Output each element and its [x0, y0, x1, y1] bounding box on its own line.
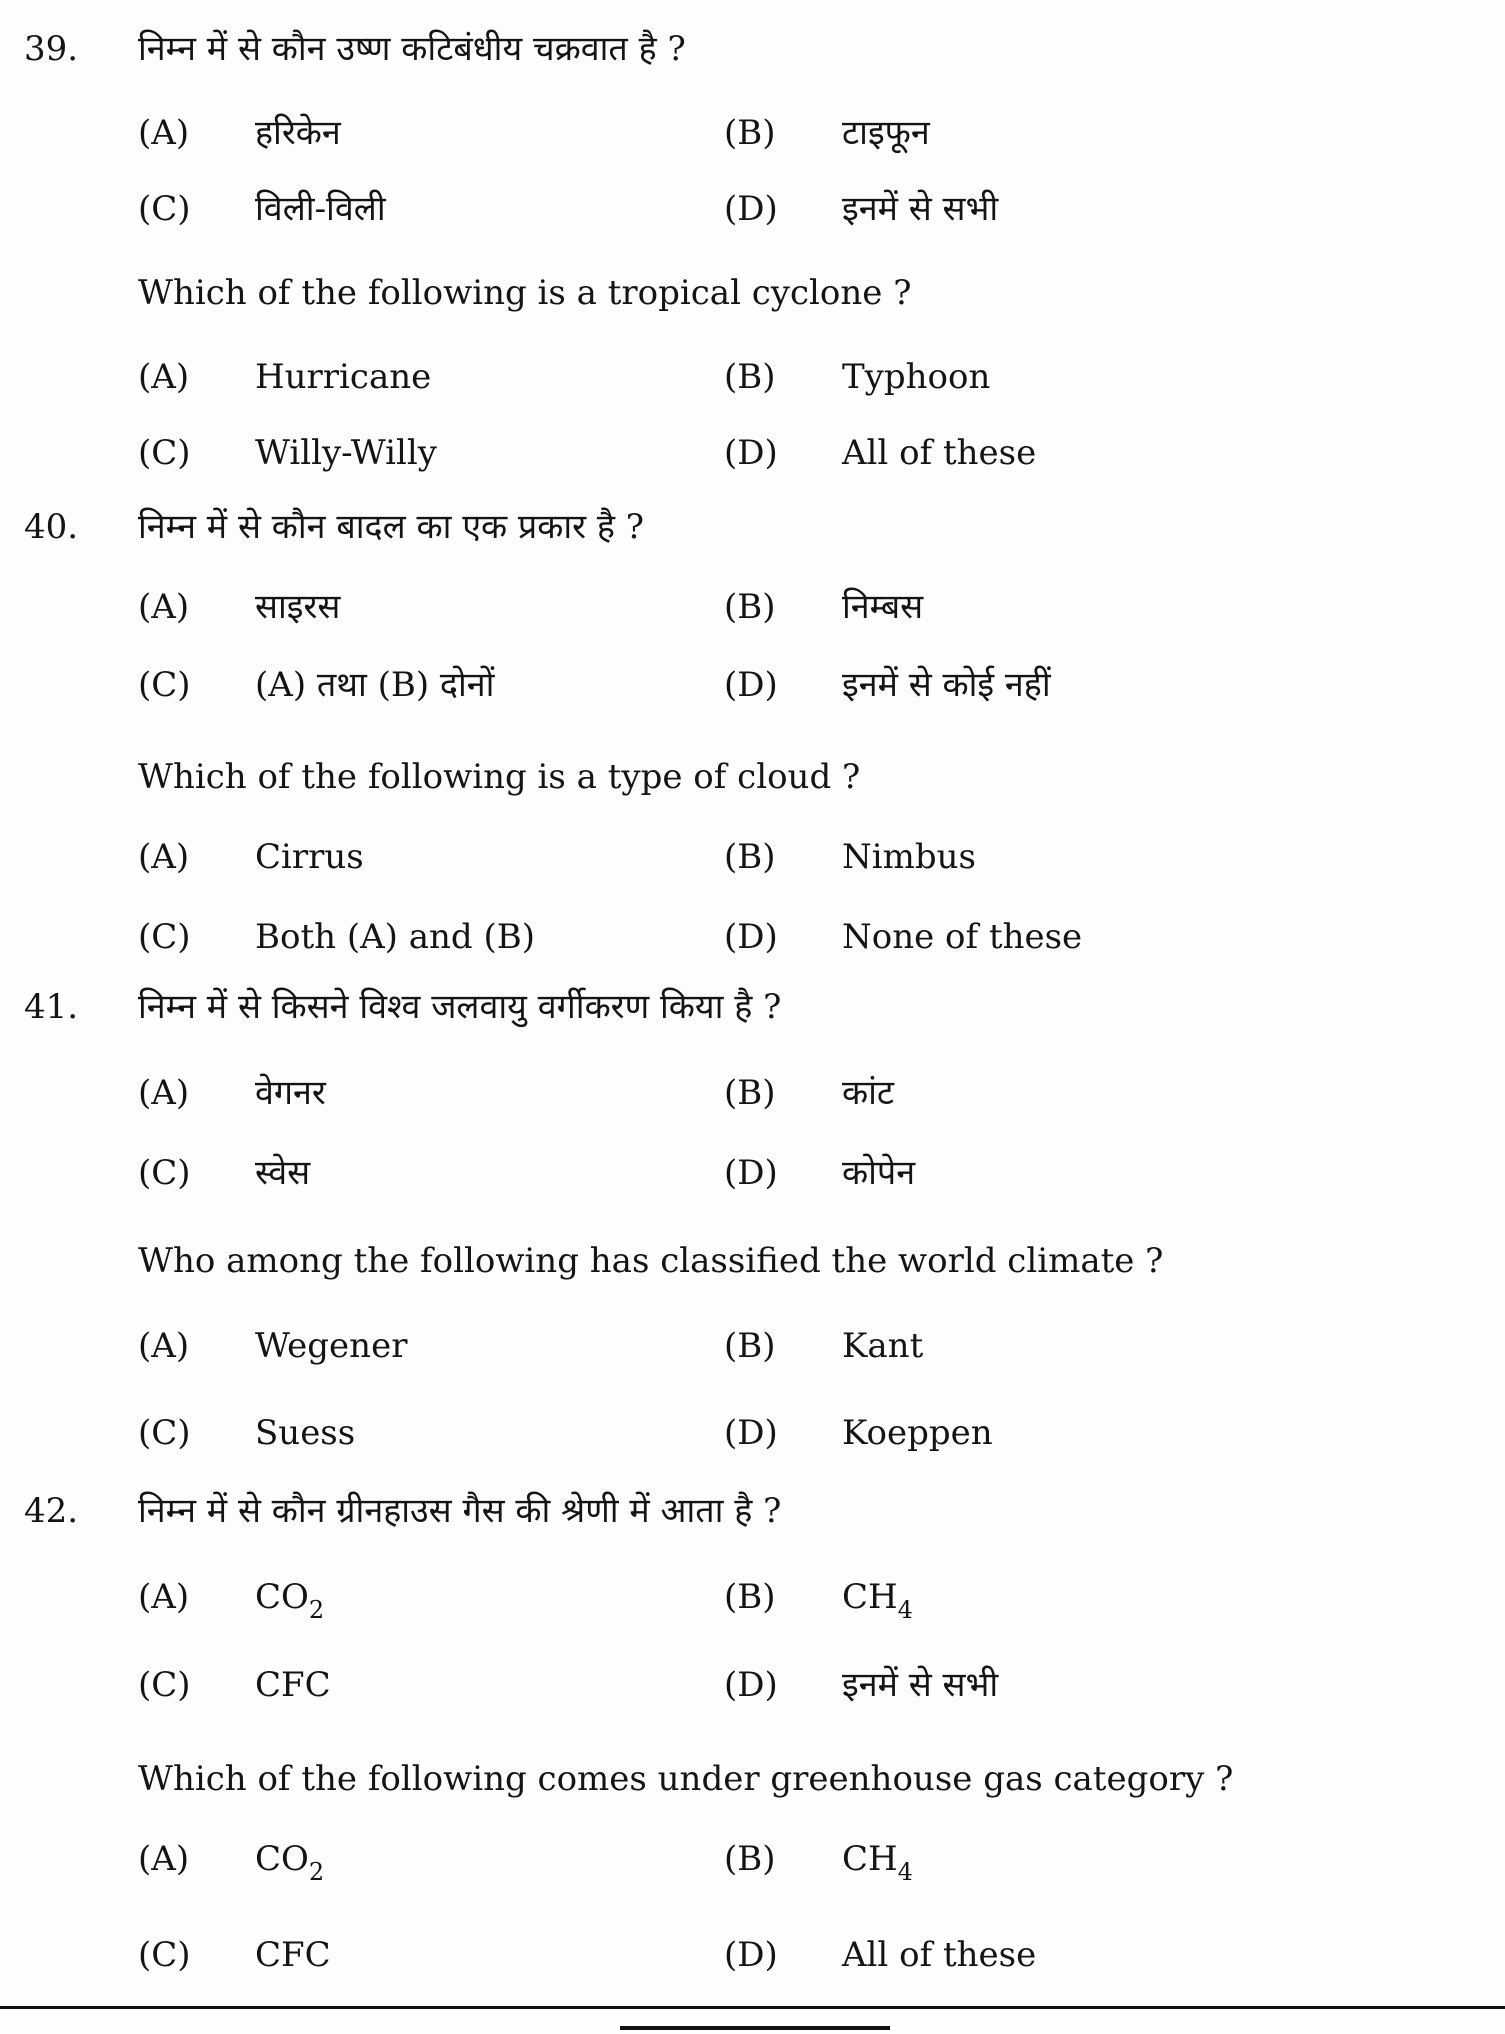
- footer-divider: [0, 2006, 1505, 2009]
- option-text: All of these: [842, 433, 1037, 473]
- option-text: इनमें से कोई नहीं: [842, 665, 1051, 705]
- option-label-d: (D): [724, 189, 778, 229]
- question-text-english: Which of the following is a tropical cyclone ?: [138, 273, 912, 313]
- option-label-d: (D): [724, 433, 778, 473]
- formula-base: CH: [842, 1839, 898, 1879]
- option-text: CFC: [255, 1665, 331, 1705]
- question-number: 41.: [24, 987, 79, 1027]
- formula-subscript: 4: [897, 1596, 913, 1624]
- option-text: [255, 1838, 325, 1886]
- option-text: None of these: [842, 917, 1083, 957]
- formula-base: CH: [842, 1577, 898, 1617]
- option-label-c: (C): [138, 1153, 191, 1193]
- option-text: Suess: [255, 1413, 356, 1453]
- question-number: 39.: [24, 29, 79, 69]
- option-label-d: (D): [724, 1665, 778, 1705]
- question-number: 42.: [24, 1491, 79, 1531]
- question-text-hindi: निम्न में से किसने विश्व जलवायु वर्गीकरण किया है ?: [138, 987, 782, 1027]
- option-label-c: (C): [138, 433, 191, 473]
- option-text: Typhoon: [842, 357, 991, 397]
- option-text: Wegener: [255, 1326, 408, 1366]
- option-label-c: (C): [138, 1935, 191, 1975]
- option-label-b: (B): [724, 1326, 776, 1366]
- option-text: Hurricane: [255, 357, 432, 397]
- option-label-a: (A): [138, 1577, 190, 1617]
- option-text: Nimbus: [842, 837, 976, 877]
- option-text: Kant: [842, 1326, 924, 1366]
- option-label-d: (D): [724, 1935, 778, 1975]
- option-text: विली-विली: [255, 189, 386, 229]
- option-label-d: (D): [724, 1413, 778, 1453]
- option-label-d: (D): [724, 1153, 778, 1193]
- question-text-english: Which of the following comes under greenhouse gas category ?: [138, 1759, 1234, 1799]
- option-text: [842, 1838, 913, 1886]
- option-text: वेगनर: [255, 1073, 326, 1113]
- option-label-b: (B): [724, 113, 776, 153]
- option-label-b: (B): [724, 587, 776, 627]
- option-label-d: (D): [724, 665, 778, 705]
- option-text: हरिकेन: [255, 113, 341, 153]
- option-text: (A) तथा (B) दोनों: [255, 665, 495, 705]
- option-text: कांट: [842, 1073, 895, 1113]
- option-label-a: (A): [138, 587, 190, 627]
- option-label-a: (A): [138, 113, 190, 153]
- question-text-hindi: निम्न में से कौन बादल का एक प्रकार है ?: [138, 507, 644, 547]
- option-text: Koeppen: [842, 1413, 993, 1453]
- question-number: 40.: [24, 507, 79, 547]
- option-text: इनमें से सभी: [842, 1665, 999, 1705]
- option-label-b: (B): [724, 1839, 776, 1879]
- option-text: इनमें से सभी: [842, 189, 999, 229]
- formula-subscript: 2: [308, 1596, 325, 1624]
- option-text: साइरस: [255, 587, 341, 627]
- formula-base: CO: [255, 1839, 309, 1879]
- option-label-a: (A): [138, 1073, 190, 1113]
- option-text: Willy-Willy: [255, 433, 437, 473]
- footer-divider: [620, 2026, 890, 2030]
- option-label-c: (C): [138, 1665, 191, 1705]
- option-text: टाइफून: [842, 113, 930, 153]
- option-text: [255, 1576, 325, 1624]
- question-text-hindi: निम्न में से कौन ग्रीनहाउस गैस की श्रेणी में आता है ?: [138, 1491, 782, 1531]
- option-label-b: (B): [724, 357, 776, 397]
- option-label-a: (A): [138, 837, 190, 877]
- option-label-b: (B): [724, 837, 776, 877]
- option-label-a: (A): [138, 357, 190, 397]
- option-label-c: (C): [138, 189, 191, 229]
- option-label-b: (B): [724, 1073, 776, 1113]
- question-text-hindi: निम्न में से कौन उष्ण कटिबंधीय चक्रवात है ?: [138, 29, 686, 69]
- question-text-english: Who among the following has classified the world climate ?: [138, 1241, 1164, 1281]
- option-text: निम्बस: [842, 587, 924, 627]
- formula-subscript: 4: [897, 1858, 913, 1886]
- option-label-a: (A): [138, 1839, 190, 1879]
- option-text: कोपेन: [842, 1153, 916, 1193]
- option-label-c: (C): [138, 1413, 191, 1453]
- option-text: All of these: [842, 1935, 1037, 1975]
- question-text-english: Which of the following is a type of cloud ?: [138, 757, 861, 797]
- option-text: [842, 1576, 913, 1624]
- option-label-c: (C): [138, 665, 191, 705]
- formula-subscript: 2: [308, 1858, 325, 1886]
- option-label-c: (C): [138, 917, 191, 957]
- option-text: स्वेस: [255, 1153, 311, 1193]
- option-label-a: (A): [138, 1326, 190, 1366]
- formula-base: CO: [255, 1577, 309, 1617]
- option-label-d: (D): [724, 917, 778, 957]
- option-text: Both (A) and (B): [255, 917, 535, 957]
- option-label-b: (B): [724, 1577, 776, 1617]
- option-text: Cirrus: [255, 837, 364, 877]
- option-text: CFC: [255, 1935, 331, 1975]
